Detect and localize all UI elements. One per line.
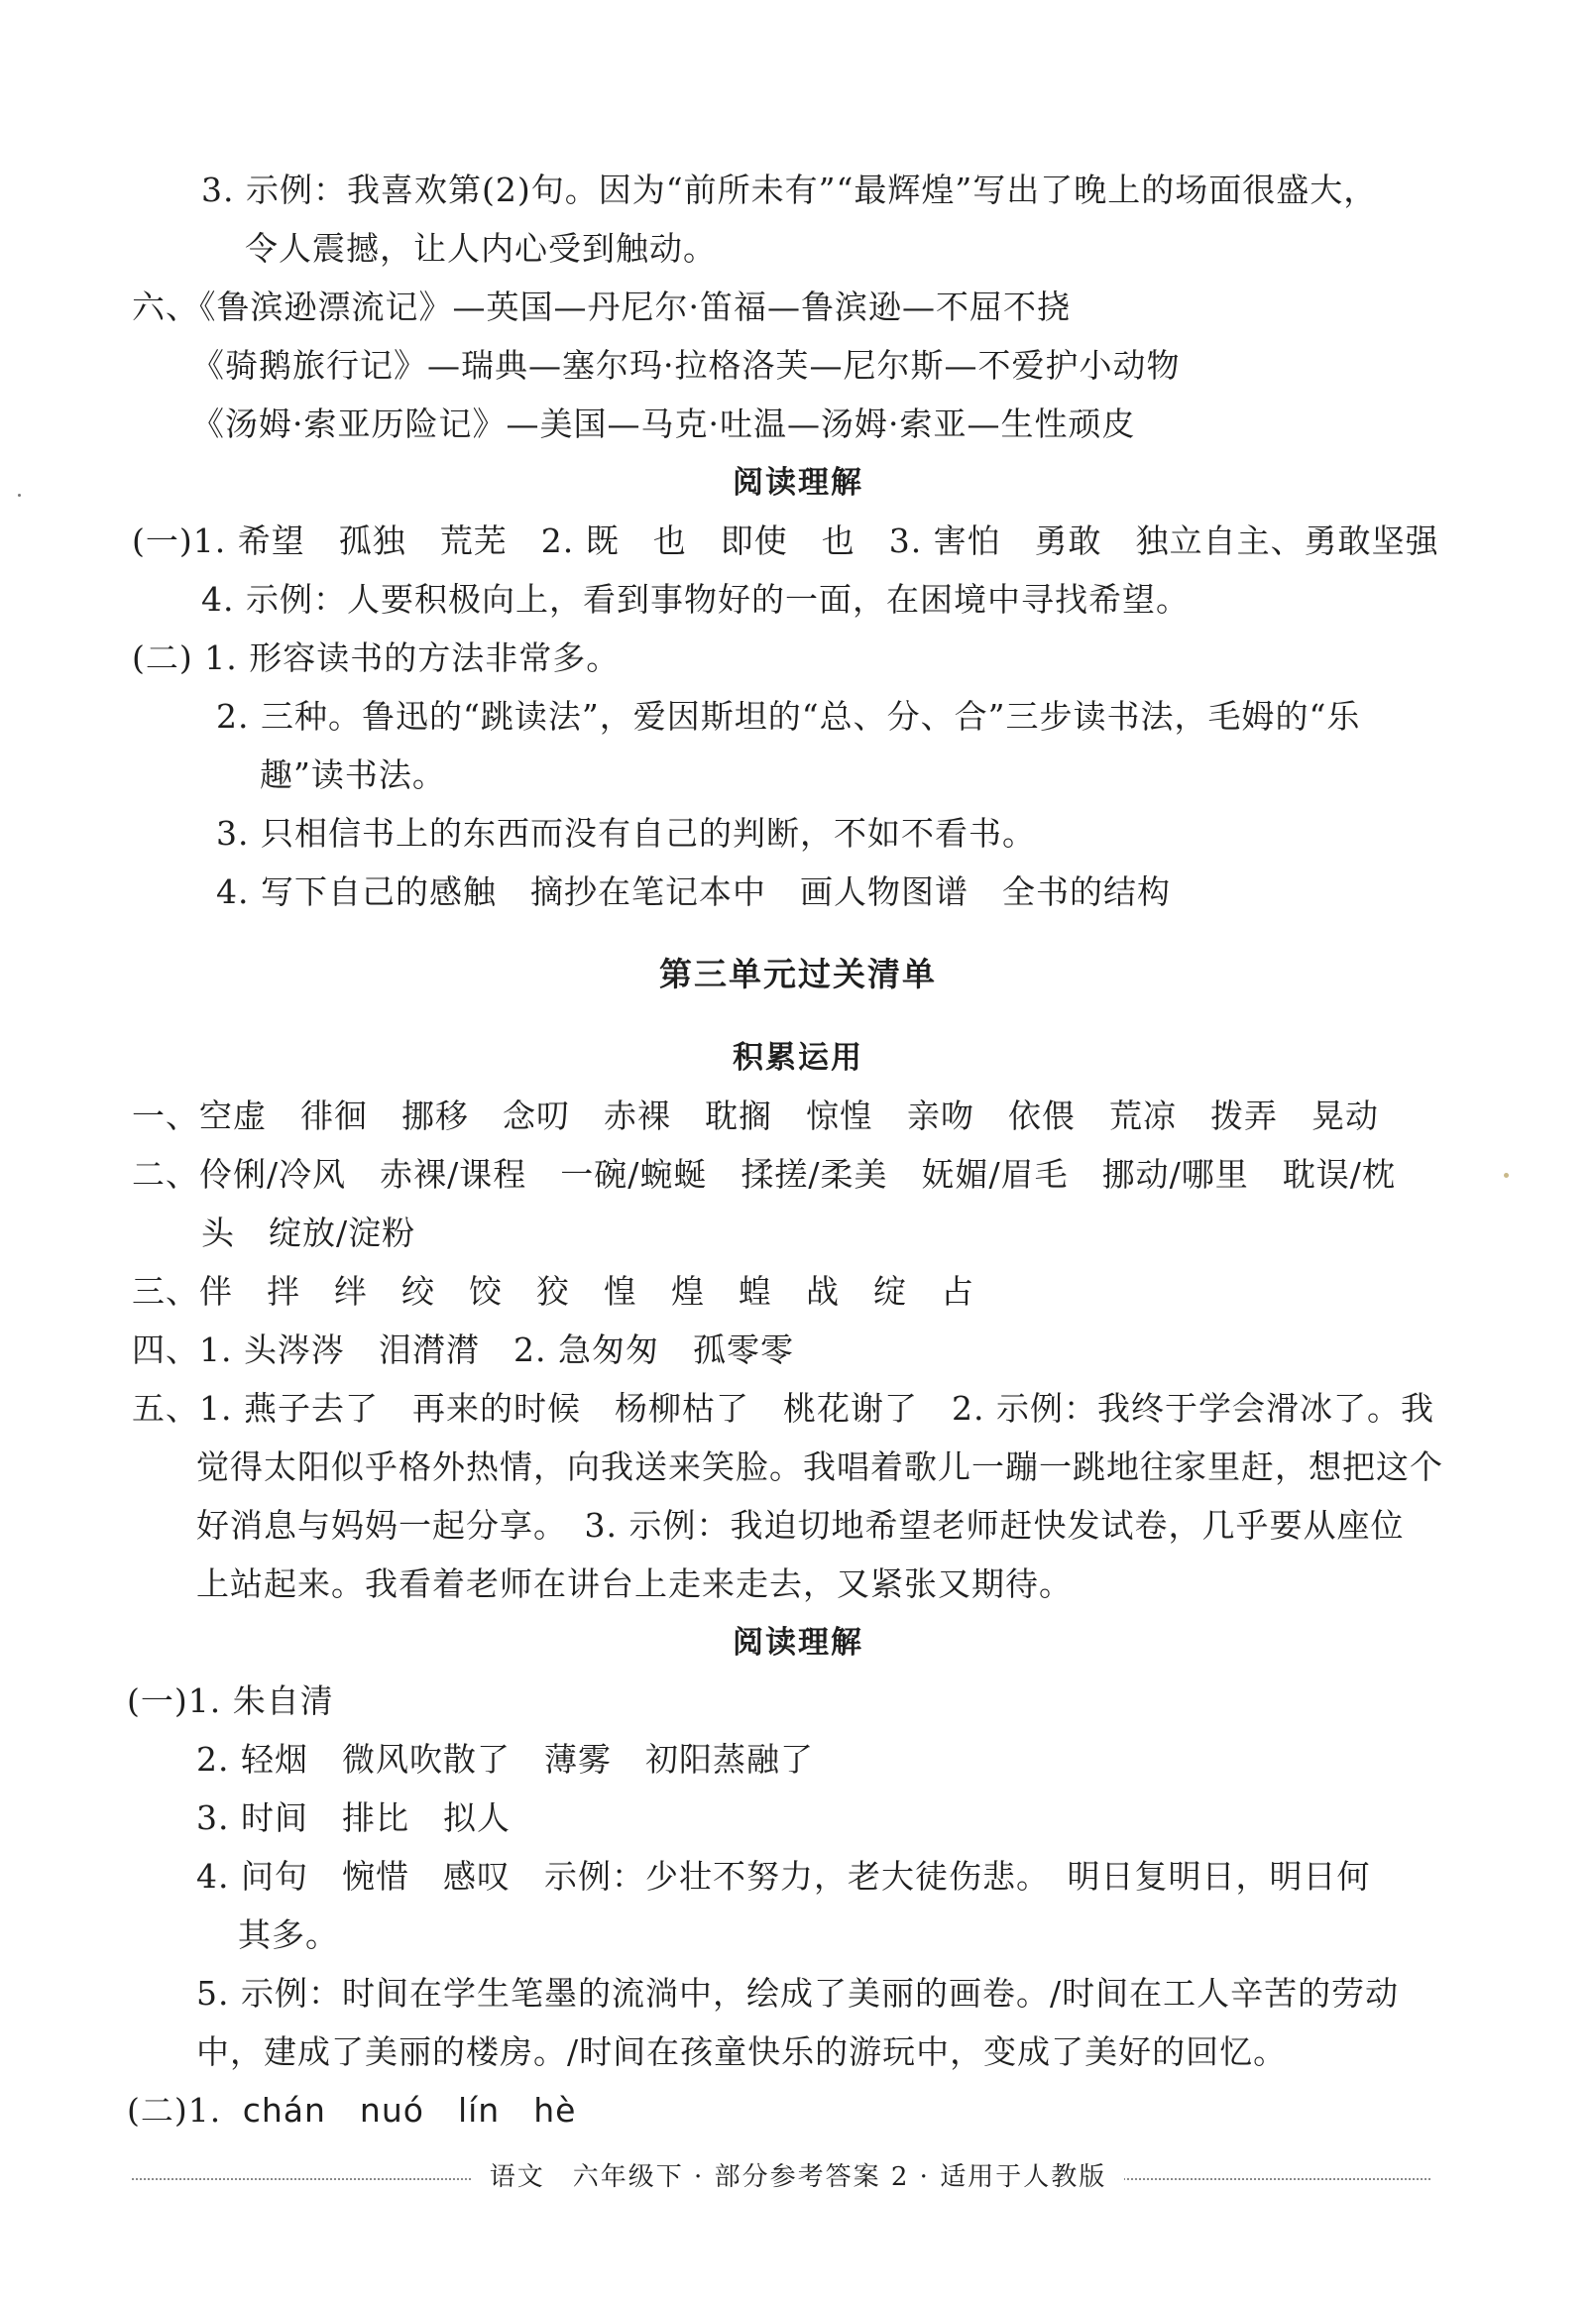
answer-line: 一、空虚 徘徊 挪移 念叨 赤裸 耽搁 惊惶 亲吻 依偎 荒凉 拨弄 晃动 — [132, 1097, 1379, 1135]
answer-line: 六、《鲁滨逊漂流记》—英国—丹尼尔·笛福—鲁滨逊—不屈不挠 — [132, 288, 1071, 326]
answer-line: 4. 示例：人要积极向上，看到事物好的一面，在困境中寻找希望。 — [201, 580, 1190, 619]
page-footer — [0, 2157, 1596, 2197]
footer-text: 语文 六年级下 · 部分参考答案 2 · 适用于人教版 — [472, 2162, 1124, 2192]
scan-speck — [18, 494, 21, 497]
answer-line: 5. 示例：时间在学生笔墨的流淌中，绘成了美丽的画卷。/时间在工人辛苦的劳动 — [196, 1974, 1400, 2013]
answer-line: 2. 轻烟 微风吹散了 薄雾 初阳蒸融了 — [196, 1740, 814, 1779]
answer-line: 二、伶俐/冷风 赤裸/课程 一碗/蜿蜒 揉搓/柔美 妩媚/眉毛 挪动/哪里 耽误/枕 — [132, 1155, 1396, 1194]
section-heading-reading: 阅读理解 — [733, 1625, 863, 1661]
answer-line: (二) 1. 形容读书的方法非常多。 — [132, 638, 621, 677]
answer-line: 3. 示例：我喜欢第(2)句。因为“前所未有”“最辉煌”写出了晚上的场面很盛大， — [201, 171, 1378, 209]
answer-line — [127, 2091, 576, 2131]
answer-line: 上站起来。我看着老师在讲台上走来走去，又紧张又期待。 — [196, 1564, 1073, 1603]
answer-line: (一)1. 希望 孤独 荒芜 2. 既 也 即使 也 3. 害怕 勇敢 独立自主、勇敢坚强 — [132, 521, 1439, 560]
section-heading-accumulation: 积累运用 — [733, 1040, 863, 1076]
answer-line: 四、1. 头涔涔 泪潸潸 2. 急匆匆 孤零零 — [132, 1330, 794, 1369]
answer-line: (一)1. 朱自清 — [127, 1681, 334, 1720]
section-heading-reading: 阅读理解 — [733, 465, 863, 501]
answer-line: 五、1. 燕子去了 再来的时候 杨柳枯了 桃花谢了 2. 示例：我终于学会滑冰了。我 — [132, 1389, 1434, 1428]
answer-line: 其多。 — [238, 1915, 339, 1954]
answer-line: 头 绽放/淀粉 — [201, 1213, 416, 1252]
answer-line: 2. 三种。鲁迅的“跳读法”，爱因斯坦的“总、分、合”三步读书法，毛姆的“乐 — [216, 697, 1361, 736]
answer-line: 4. 写下自己的感触 摘抄在笔记本中 画人物图谱 全书的结构 — [216, 872, 1171, 911]
answer-line: 中，建成了美丽的楼房。/时间在孩童快乐的游玩中，变成了美好的回忆。 — [196, 2032, 1288, 2071]
answer-line: 4. 问句 惋惜 感叹 示例：少壮不努力，老大徒伤悲。 明日复明日，明日何 — [196, 1857, 1371, 1896]
answer-line: 3. 只相信书上的东西而没有自己的判断，不如不看书。 — [216, 814, 1036, 853]
answer-line: 三、伴 拌 绊 绞 饺 狡 惶 煌 蝗 战 绽 占 — [132, 1272, 974, 1311]
answer-line: 觉得太阳似乎格外热情，向我送来笑脸。我唱着歌儿一蹦一跳地往家里赶，想把这个 — [196, 1447, 1443, 1486]
pinyin-answer: chán nuó lín hè — [242, 2091, 577, 2130]
answer-line: 趣”读书法。 — [260, 755, 446, 794]
answer-line: 令人震撼，让人内心受到触动。 — [245, 229, 717, 268]
answer-line: 《骑鹅旅行记》—瑞典—塞尔玛·拉格洛芙—尼尔斯—不爱护小动物 — [191, 346, 1181, 385]
answer-line: 好消息与妈妈一起分享。 3. 示例：我迫切地希望老师赶快发试卷，几乎要从座位 — [196, 1506, 1405, 1545]
answer-line: 3. 时间 排比 拟人 — [196, 1798, 511, 1837]
answer-line: 《汤姆·索亚历险记》—美国—马克·吐温—汤姆·索亚—生性顽皮 — [191, 404, 1136, 443]
question-number: (二)1. — [127, 2091, 222, 2130]
scan-speck — [1504, 1173, 1509, 1178]
unit-title: 第三单元过关清单 — [659, 955, 937, 993]
